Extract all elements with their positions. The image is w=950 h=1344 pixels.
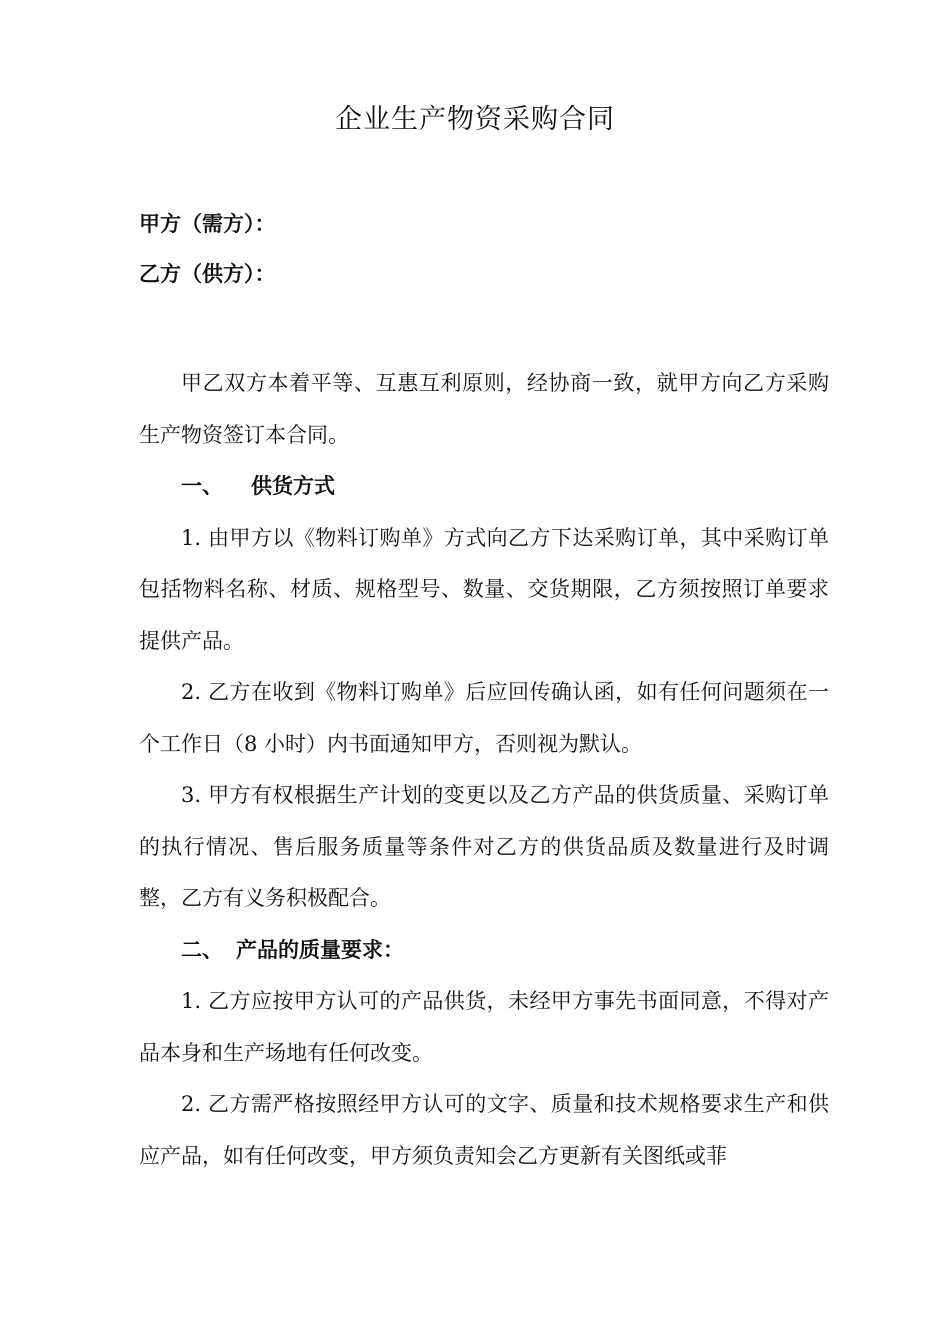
party-a-label: 甲方（需方）： (139, 212, 276, 236)
clause-paragraph: 3. 甲方有权根据生产计划的变更以及乙方产品的供货质量、采购订单的执行情况、售后服务质量等条件对乙方的供货品质及数量进行及时调整，乙方有义务积极配合。 (139, 783, 829, 910)
section-title: 供货方式 (251, 474, 335, 498)
contract-body (139, 358, 829, 1182)
clause-paragraph: 2. 乙方在收到《物料订购单》后应回传确认函，如有任何问题须在一个工作日（8 小时）内书面通知甲方，否则视为默认。 (139, 680, 829, 756)
document-title: 企业生产物资采购合同 (335, 104, 615, 135)
section-number: 一、 (181, 474, 223, 498)
clause-paragraph: 1. 由甲方以《物料订购单》方式向乙方下达采购订单，其中采购订单包括物料名称、材质、规格型号、数量、交货期限，乙方须按照订单要求提供产品。 (139, 525, 829, 653)
clause-paragraph: 1. 乙方应按甲方认可的产品供货，未经甲方事先书面同意，不得对产品本身和生产场地有任何改变。 (139, 989, 829, 1065)
clause-paragraph: 2. 乙方需严格按照经甲方认可的文字、质量和技术规格要求生产和供应产品，如有任何改变，甲方须负责知会乙方更新有关图纸或菲 (139, 1092, 829, 1168)
intro-paragraph: 甲乙双方本着平等、互惠互利原则，经协商一致，就甲方向乙方采购生产物资签订本合同。 (139, 371, 829, 447)
section-heading (139, 925, 829, 977)
section-number: 二、 (181, 937, 223, 962)
section-title: 产品的质量要求： (236, 937, 404, 962)
party-b-label: 乙方（供方）： (139, 262, 276, 286)
section-heading (139, 461, 829, 513)
